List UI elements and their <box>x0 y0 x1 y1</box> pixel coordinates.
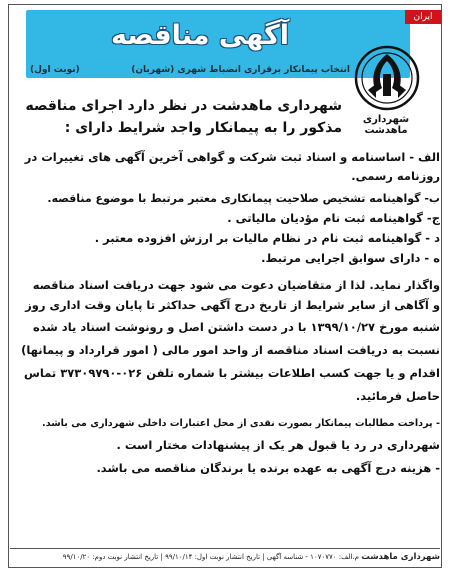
heading-line: مذکور را به پیمانکار واجد شرایط دارای : <box>64 120 342 136</box>
logo-caption: شهرداری ماهدشت <box>362 114 410 136</box>
ad-footer <box>10 548 440 566</box>
body-line: ب- گواهینامه تشخیص صلاحیت پیمانکاری معتبر مرتبط با موضوع مناقصه. <box>47 192 440 205</box>
body-line: و آگاهی از سایر شرایط از تاریخ درج آگهی حداکثر تا پایان وقت اداری روز <box>25 298 440 312</box>
body-line: نسبت به دریافت اسناد مناقصه از واحد امور مالی ( امور قرارداد و پیمانها) <box>21 343 440 357</box>
municipality-logo-icon <box>352 44 422 112</box>
body-line: شنبه مورخ ۱۳۹۹/۱۰/۲۷ با در دست داشتن اصل و رونوشت اسناد یاد شده <box>33 320 440 334</box>
body-line: حاصل فرمائید. <box>355 389 440 403</box>
body-line: - پرداخت مطالبات پیمانکار بصورت نقدی از محل اعتبارات داخلی شهرداری می باشد. <box>42 418 440 429</box>
footer-signature: شهرداری ماهدشت <box>361 552 440 562</box>
body-line: ه - دارای سوابق اجرایی مرتبط. <box>261 251 440 265</box>
body-line: واگذار نماید. لذا از متقاضیان دعوت می شود جهت دریافت اسناد مناقصه <box>32 278 440 292</box>
ad-heading <box>20 95 342 139</box>
ad-title: آگهی مناقصه <box>110 20 290 51</box>
body-line: الف - اساسنامه و اسناد ثبت شرکت و گواهی آخرین آگهی های تغییرات در <box>24 150 440 164</box>
body-line: د - گواهینامه ثبت نام در نظام مالیات بر ارزش افزوده معتبر . <box>94 231 440 245</box>
body-line: روزنامه رسمی. <box>351 169 440 183</box>
ad-subtitle: انتخاب پیمانکار برقراری انضباط شهری (شهربان) <box>131 65 350 75</box>
body-line: شهرداری در رد یا قبول هر یک از پیشنهادات مختار است . <box>116 438 440 452</box>
footer-meta: م.الف: ۱۰۷۰۷۷۰ - شناسه آگهی | تاریخ انتشار نوبت اول: ۹۹/۱۰/۱۴ | تاریخ انتشار نوبت دوم: ۹۹/۱۰/۲۰ <box>62 553 359 561</box>
body-line: ج- گواهینامه ثبت نام مؤدیان مالیاتی . <box>227 211 440 225</box>
newspaper-badge: ایران <box>405 10 441 24</box>
turn-label: (نوبت اول) <box>30 65 80 75</box>
body-line: - هزینه درج آگهی به عهده برنده یا برندگان مناقصه می باشد. <box>96 461 440 475</box>
heading-line: شهرداری ماهدشت در نظر دارد اجرای مناقصه <box>25 98 342 114</box>
body-line: اقدام و یا جهت کسب اطلاعات بیشتر با شماره تلفن ۰۲۶-۳۷۳۰۹۷۹۰ تماس <box>24 366 440 380</box>
